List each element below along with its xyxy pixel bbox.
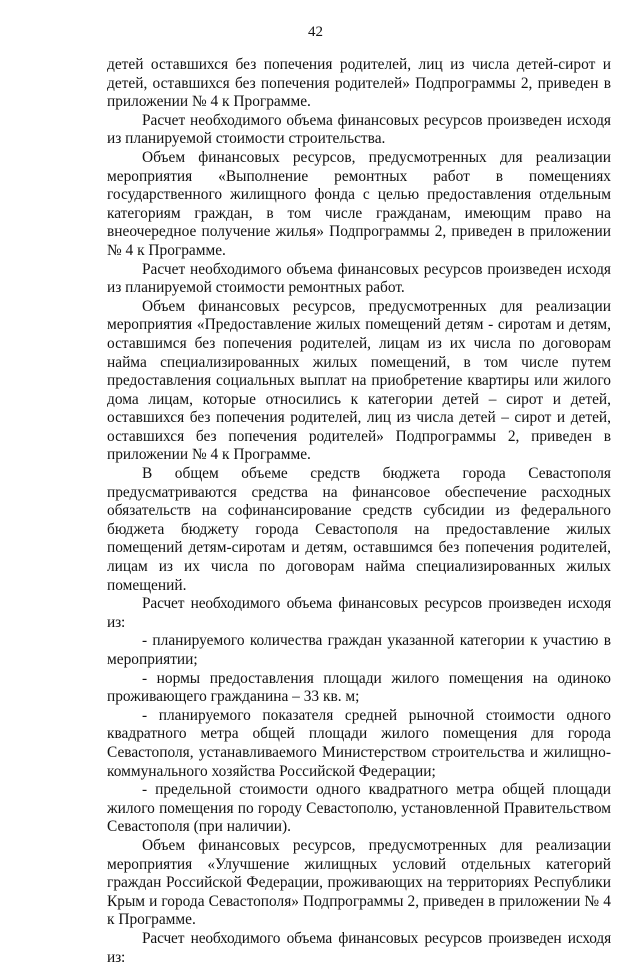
paragraph-budget-cofinancing: В общем объеме средств бюджета города Севастополя предусматриваются средства на финансовое обеспечение расходных обязательств на софинансирование средств субсидии из федерального бюджета бюджету города Севастополя на предоставление жилых помещений детям-сиротам и детям, оставшимся без попечения родителей, лицам из их числа по договорам найма специализированных жилых помещений.: [107, 465, 611, 594]
list-item-market-price: - планируемого показателя средней рыночной стоимости одного квадратного метра общей площади жилого помещения для города Севастополя, устанавливаемого Министерством строительства и жилищно-коммунального хозяйства Российской Федерации;: [107, 706, 611, 780]
paragraph-calculation-repair: Расчет необходимого объема финансовых ресурсов произведен исходя из планируемой стоимости ремонтных работ.: [107, 260, 611, 297]
paragraph-calculation-basis-final: Расчет необходимого объема финансовых ресурсов произведен исходя из:: [107, 929, 611, 966]
paragraph-calculation-basis: Расчет необходимого объема финансовых ресурсов произведен исходя из:: [107, 595, 611, 631]
page-number: 42: [308, 24, 323, 40]
list-item-area-norm: - нормы предоставления площади жилого помещения на одиноко проживающего гражданина – 33 кв. м;: [107, 669, 611, 706]
paragraph-calculation-construction: Расчет необходимого объема финансовых ресурсов произведен исходя из планируемой стоимости строительства.: [107, 111, 611, 148]
paragraph-crimea-housing-funding: Объем финансовых ресурсов, предусмотренных для реализации мероприятия «Улучшение жилищных условий отдельных категорий граждан Российской Федерации, проживающих на территориях Республики Крым и города Севастополя» Подпрограммы 2, приведен в приложении № 4 к Программе.: [107, 836, 611, 929]
document-body: [107, 56, 611, 967]
paragraph-continuation: детей оставшихся без попечения родителей, лиц из числа детей-сирот и детей, оставшихся без попечения родителей» Подпрограммы 2, приведен в приложении № 4 к Программе.: [107, 56, 611, 111]
list-item-max-price: - предельной стоимости одного квадратного метра общей площади жилого помещения по городу Севастополю, установленной Правительством Севастополя (при наличии).: [107, 781, 611, 836]
paragraph-orphans-housing-funding: Объем финансовых ресурсов, предусмотренных для реализации мероприятия «Предоставление жилых помещений детям - сиротам и детям, оставшимся без попечения родителей, лицам из их числа по договорам найма специализированных жилых помещений, в том числе путем предоставления социальных выплат на приобретение квартиры или жилого дома лицам, которые относились к категории детей – сирот и детей, оставшихся без попечения родителей, лиц из числа детей – сирот и детей, оставшихся без попечения родителей» Подпрограммы 2, приведен в приложении № 4 к Программе.: [107, 297, 611, 464]
list-item-citizens-count: - планируемого количества граждан указанной категории к участию в мероприятии;: [107, 632, 611, 668]
paragraph-repair-works-funding: Объем финансовых ресурсов, предусмотренных для реализации мероприятия «Выполнение ремонтных работ в помещениях государственного жилищного фонда с целью предоставления отдельным категориям граждан, в том числе гражданам, имеющим право на внеочередное получение жилья» Подпрограммы 2, приведен в приложении № 4 к Программе.: [107, 148, 611, 259]
